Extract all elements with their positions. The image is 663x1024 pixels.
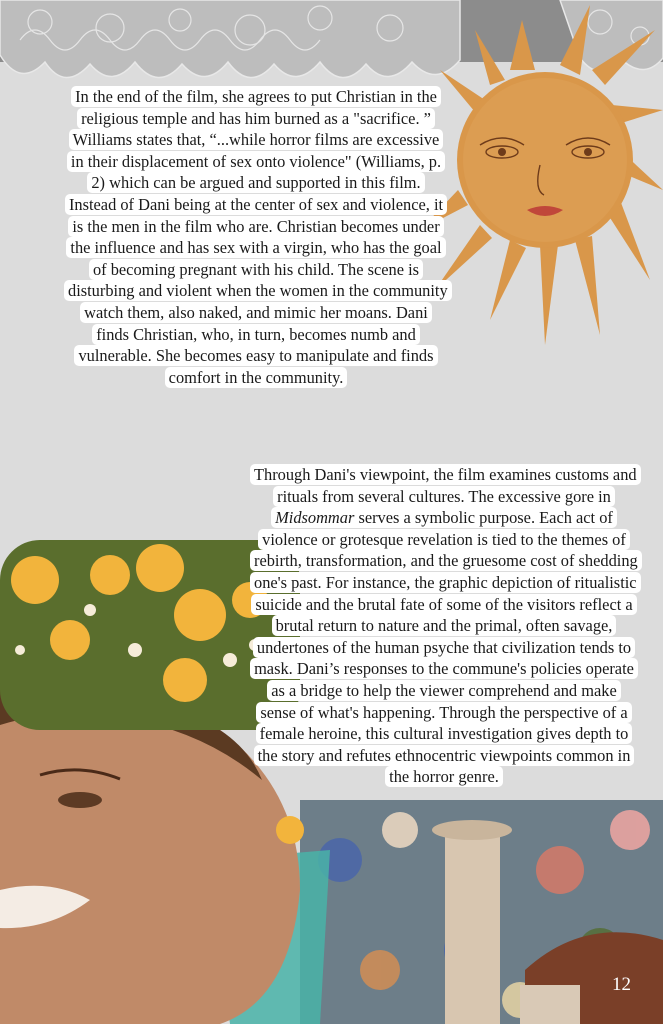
film-title: Midsommar bbox=[275, 508, 355, 528]
page-number: 12 bbox=[612, 974, 631, 995]
paragraph-2-text-start: Through Dani's viewpoint, the film examines customs and rituals from several cultures. The excessive gore in bbox=[254, 465, 637, 506]
paragraph-1-text: In the end of the film, she agrees to put Christian in the religious temple and has him burned as a "sacrifice. ” Williams states that, “...while horror films are excessive in their displacement of sex onto violence" (Williams, p. 2) which can be argued and supported in this film. Instead of Dani being at the center of sex and violence, it is the men in the film who are. Christian becomes under the influence and has sex with a virgin, who has the goal of becoming pregnant with his child. The scene is disturbing and violent when the women in the community watch them, also naked, and mimic her moans. Dani finds Christian, who, in turn, becomes numb and vulnerable. She becomes easy to manipulate and finds comfort in the community. bbox=[64, 86, 452, 388]
paragraph-2-text-end: serves a symbolic purpose. Each act of violence or grotesque revelation is tied to the themes of rebirth, transformation, and the gruesome cost of shedding one's past. For instance, the graphic depiction of ritualistic suicide and the brutal fate of some of the visitors reflect a brutal return to nature and the primal, often savage, undertones of the human psyche that civilization tends to mask. Dani’s responses to the commune's policies operate as a bridge to help the viewer comprehend and make sense of what's happening. Through the perspective of a female heroine, this cultural investigation gives depth to the story and refutes ethnocentric viewpoints common in the horror genre. bbox=[254, 508, 638, 787]
body-paragraph-1 bbox=[64, 86, 448, 388]
body-paragraph-2 bbox=[250, 464, 638, 788]
